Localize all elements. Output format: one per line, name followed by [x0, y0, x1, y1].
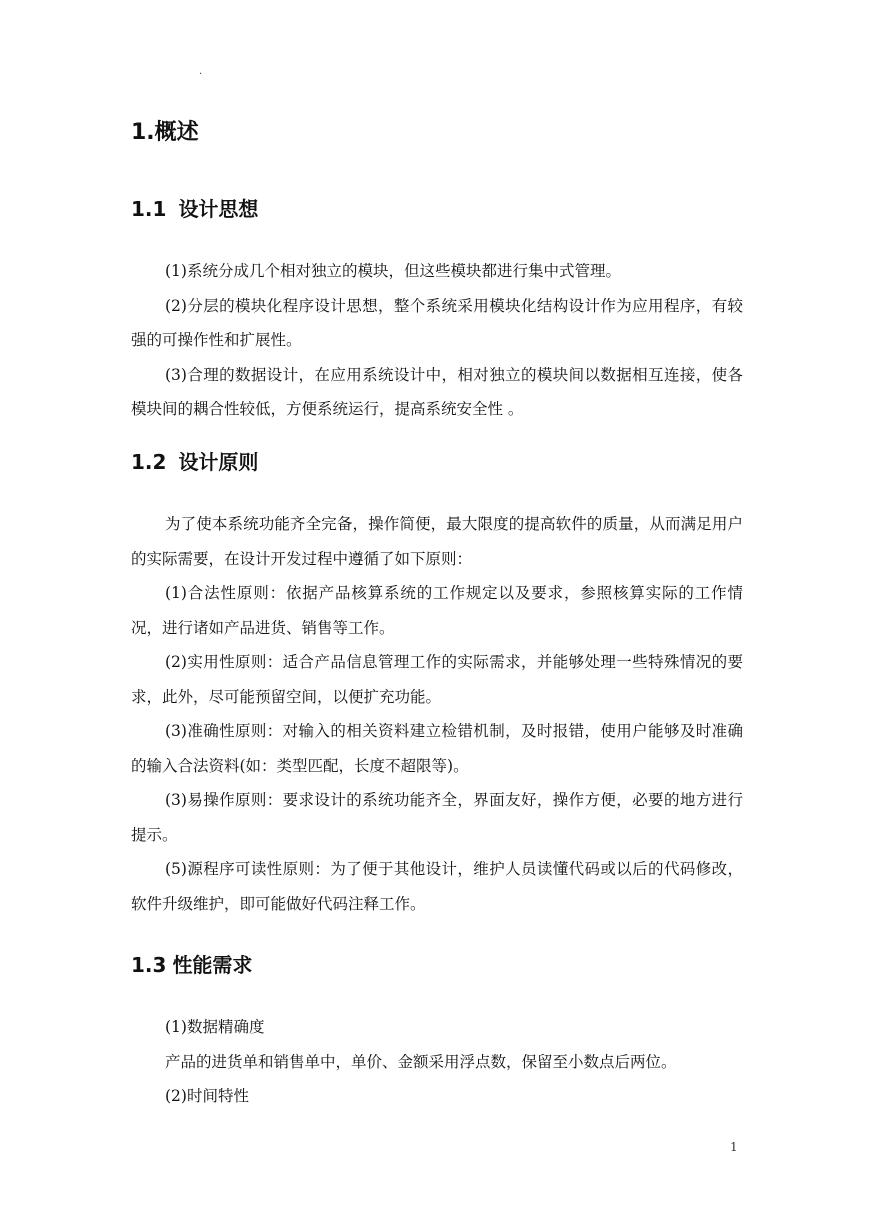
list-item: (1)系统分成几个相对独立的模块，但这些模块都进行集中式管理。 [165, 262, 621, 280]
list-item: (5)源程序可读性原则：为了便于其他设计，维护人员读懂代码或以后的代码修改，软件升级维护，即可能做好代码注释工作。 [131, 860, 743, 913]
list-item: (2)实用性原则：适合产品信息管理工作的实际需求，并能够处理一些特殊情况的要求，此外，尽可能预留空间，以便扩充功能。 [131, 653, 743, 706]
list-item: (2)时间特性 [165, 1087, 249, 1105]
header-mark: . [199, 66, 203, 77]
list-item: (1)合法性原则：依据产品核算系统的工作规定以及要求，参照核算实际的工作情况，进行诸如产品进货、销售等工作。 [131, 584, 743, 637]
paragraph: 产品的进货单和销售单中，单价、金额采用浮点数，保留至小数点后两位。 [165, 1052, 677, 1071]
section-number: 1.2 [131, 450, 167, 474]
list-item: (3)准确性原则：对输入的相关资料建立检错机制，及时报错，使用户能够及时准确的输入合法资料(如：类型匹配，长度不超限等)。 [131, 722, 743, 775]
section-title: 性能需求 [172, 953, 253, 977]
section-1-2-body [131, 507, 743, 921]
page-number: 1 [730, 1140, 738, 1154]
chapter-title: 1.概述 [131, 120, 199, 145]
list-item: (1)数据精确度 [165, 1018, 265, 1036]
section-heading-1-1 [131, 195, 258, 223]
section-title: 设计原则 [178, 450, 259, 474]
section-number: 1.3 [131, 953, 167, 977]
section-title: 设计思想 [178, 197, 259, 221]
section-heading-1-3 [131, 951, 252, 979]
section-1-1-body [131, 254, 743, 427]
list-item: (3)易操作原则：要求设计的系统功能齐全，界面友好，操作方便，必要的地方进行提示。 [131, 791, 743, 844]
section-heading-1-2 [131, 448, 258, 476]
list-item: (3)合理的数据设计，在应用系统设计中，相对独立的模块间以数据相互连接，使各模块间的耦合性较低，方便系统运行，提高系统安全性 。 [131, 365, 743, 418]
intro-paragraph: 为了使本系统功能齐全完备，操作简便，最大限度的提高软件的质量，从而满足用户的实际需要，在设计开发过程中遵循了如下原则： [131, 515, 743, 568]
section-number: 1.1 [131, 197, 167, 221]
section-1-3-body [131, 1010, 743, 1114]
list-item: (2)分层的模块化程序设计思想，整个系统采用模块化结构设计作为应用程序，有较强的可操作性和扩展性。 [131, 296, 743, 349]
